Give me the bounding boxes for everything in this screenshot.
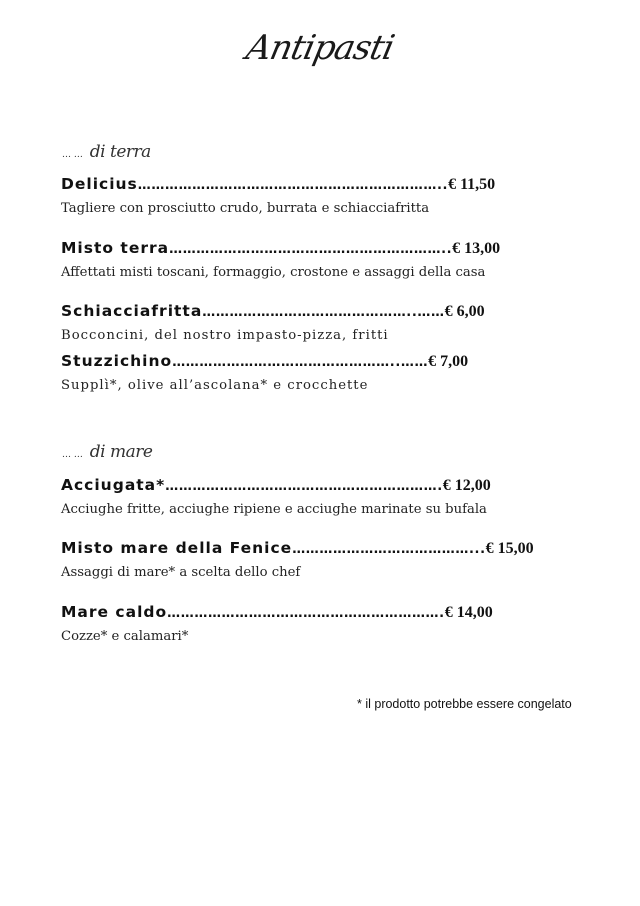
item-name: Misto mare della Fenice [61,539,293,557]
section-heading-terra [62,142,151,162]
item-description: Tagliere con prosciutto crudo, burrata e schiacciafritta [61,201,430,216]
page-title: Antipasti [242,28,398,68]
menu-item-mare-caldo [61,603,581,644]
section-title: di mare [89,442,153,462]
item-description: Cozze* e calamari* [61,629,189,644]
section-prefix: … … [62,450,83,460]
item-name: Stuzzichino [61,352,173,370]
item-name: Mare caldo [61,603,168,621]
frozen-product-footnote: * il prodotto potrebbe essere congelato [357,697,572,711]
item-price: € 11,50 [448,176,496,193]
item-description: Affettati misti toscani, formaggio, crostone e assaggi della casa [61,265,486,280]
dot-leader: …………………………………………..…… [172,355,429,370]
item-price: € 7,00 [428,353,469,370]
item-price: € 6,00 [444,303,485,320]
item-name: Acciugata* [61,476,166,494]
item-name: Schiacciafritta [61,302,203,320]
menu-item-acciugata [61,476,581,517]
item-price: € 13,00 [452,240,501,257]
dot-leader: ………………………………………………………….. [137,178,449,193]
item-name: Delicius [61,175,138,193]
menu-item-stuzzichino [61,352,581,393]
menu-item-delicius [61,175,581,216]
dot-leader: …………………………………………………….. [169,242,453,257]
section-heading-mare [62,442,152,462]
section-title: di terra [89,142,151,162]
dot-leader: ……………………………………………………. [167,606,445,621]
menu-item-schiacciafritta [61,302,581,343]
item-description: Bocconcini, del nostro impasto-pizza, fritti [61,328,389,343]
dot-leader: ………………………………………..…… [202,305,445,320]
menu-item-misto-mare [61,539,581,580]
item-description: Supplì*, olive all’ascolana* e crocchette [61,378,369,393]
menu-item-misto-terra [61,239,581,280]
section-prefix: … … [62,150,83,160]
item-price: € 15,00 [485,540,534,557]
item-description: Acciughe fritte, acciughe ripiene e acciughe marinate su bufala [61,502,487,517]
item-name: Misto terra [61,239,170,257]
item-price: € 12,00 [442,477,491,494]
dot-leader: …………………………………... [292,542,486,557]
dot-leader: ……………………………………………………. [165,479,443,494]
item-description: Assaggi di mare* a scelta dello chef [61,565,301,580]
item-price: € 14,00 [444,604,493,621]
